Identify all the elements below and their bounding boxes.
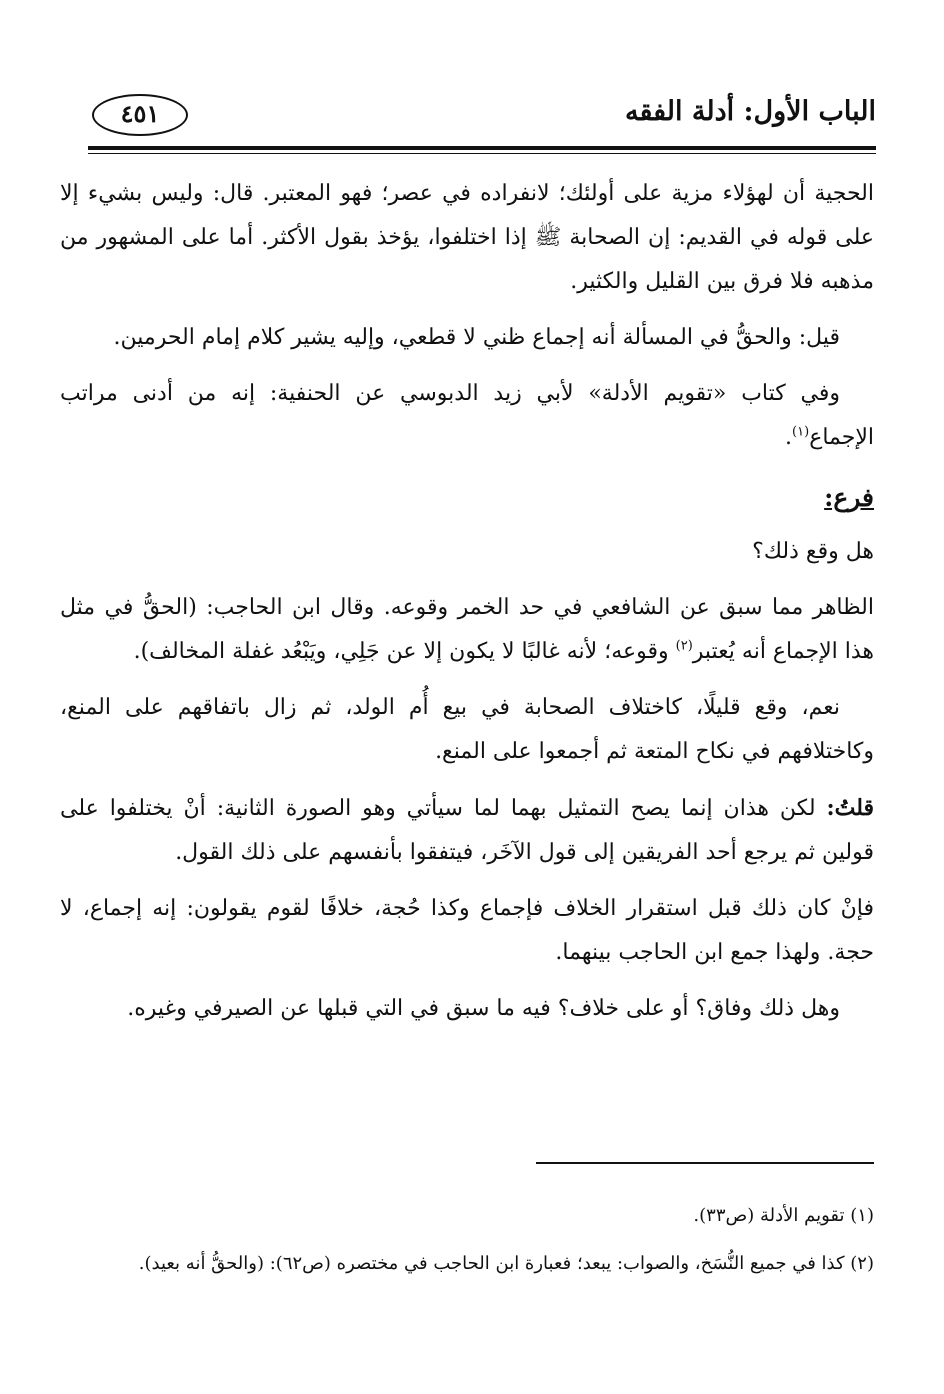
- paragraph-5-end: وقوعه؛ لأنه غالبًا لا يكون إلا عن جَلِي، ويَبْعُد غفلة المخالف).: [133, 639, 676, 664]
- paragraph-6: نعم، وقع قليلًا، كاختلاف الصحابة في بيع أُم الولد، ثم زال باتفاقهم على المنع، وكاختلافهم في نكاح المتعة ثم أجمعوا على المنع.: [60, 695, 874, 764]
- footnote-2: (٢) كذا في جميع النُّسَخ، والصواب: يبعد؛ فعبارة ابن الحاجب في مختصره (ص٦٢): (والحقُّ أنه بعيد).: [138, 1253, 874, 1274]
- paragraph-3: [60, 372, 874, 460]
- chapter-title: الباب الأول: أدلة الفقه: [625, 96, 876, 127]
- page-number-badge: ٤٥١: [92, 94, 188, 136]
- paragraph-7-lead: قلتُ:: [826, 795, 874, 821]
- section-heading: فرع:: [824, 483, 874, 512]
- paragraph-9: وهل ذلك وفاق؟ أو على خلاف؟ فيه ما سبق في التي قبلها عن الصيرفي وغيره.: [127, 996, 840, 1021]
- footnotes: [60, 1192, 874, 1288]
- footnote-ref-2: (٢): [675, 638, 693, 654]
- main-text: [60, 172, 874, 1043]
- paragraph-5: [60, 586, 874, 674]
- paragraph-3-text: وفي كتاب «تقويم الأدلة» لأبي زيد الدبوسي عن الحنفية: إنه من أدنى مراتب الإجماع: [60, 381, 874, 450]
- header-rule-thin: [88, 153, 876, 154]
- paragraph-7: [60, 786, 874, 875]
- running-header: [88, 92, 876, 140]
- paragraph-1: الحجية أن لهؤلاء مزية على أولئك؛ لانفراده في عصر؛ فهو المعتبر. قال: وليس بشيء إلا على قوله في القديم: إن الصحابة ﷺ إذا اختلفوا، يؤخذ بقول الأكثر. أما على المشهور من مذهبه فلا فرق بين القليل والكثير.: [60, 181, 874, 294]
- footnote-ref-1: (١): [792, 424, 810, 440]
- paragraph-2: قيل: والحقُّ في المسألة أنه إجماع ظني لا قطعي، وإليه يشير كلام إمام الحرمين.: [113, 325, 840, 350]
- footnote-separator: [536, 1162, 874, 1164]
- paragraph-7-text: لكن هذان إنما يصح التمثيل بهما لما سيأتي وهو الصورة الثانية: أنْ يختلفوا على قولين ثم يرجع أحد الفريقين إلى قول الآخَر، فيتفقوا بأنفسهم على ذلك القول.: [60, 796, 874, 865]
- paragraph-5-text: الظاهر مما سبق عن الشافعي في حد الخمر وقوعه. وقال ابن الحاجب: (الحقُّ في مثل هذا الإجماع أنه يُعتبر: [60, 595, 874, 664]
- footnote-1: (١) تقويم الأدلة (ص٣٣).: [693, 1205, 874, 1226]
- paragraph-3-end: .: [785, 425, 793, 450]
- paragraph-4: هل وقع ذلك؟: [752, 539, 874, 564]
- header-rule-thick: [88, 146, 876, 150]
- paragraph-8: فإنْ كان ذلك قبل استقرار الخلاف فإجماع وكذا حُجة، خلافًا لقوم يقولون: إنه إجماع، لا حجة. ولهذا جمع ابن الحاجب بينهما.: [60, 896, 874, 965]
